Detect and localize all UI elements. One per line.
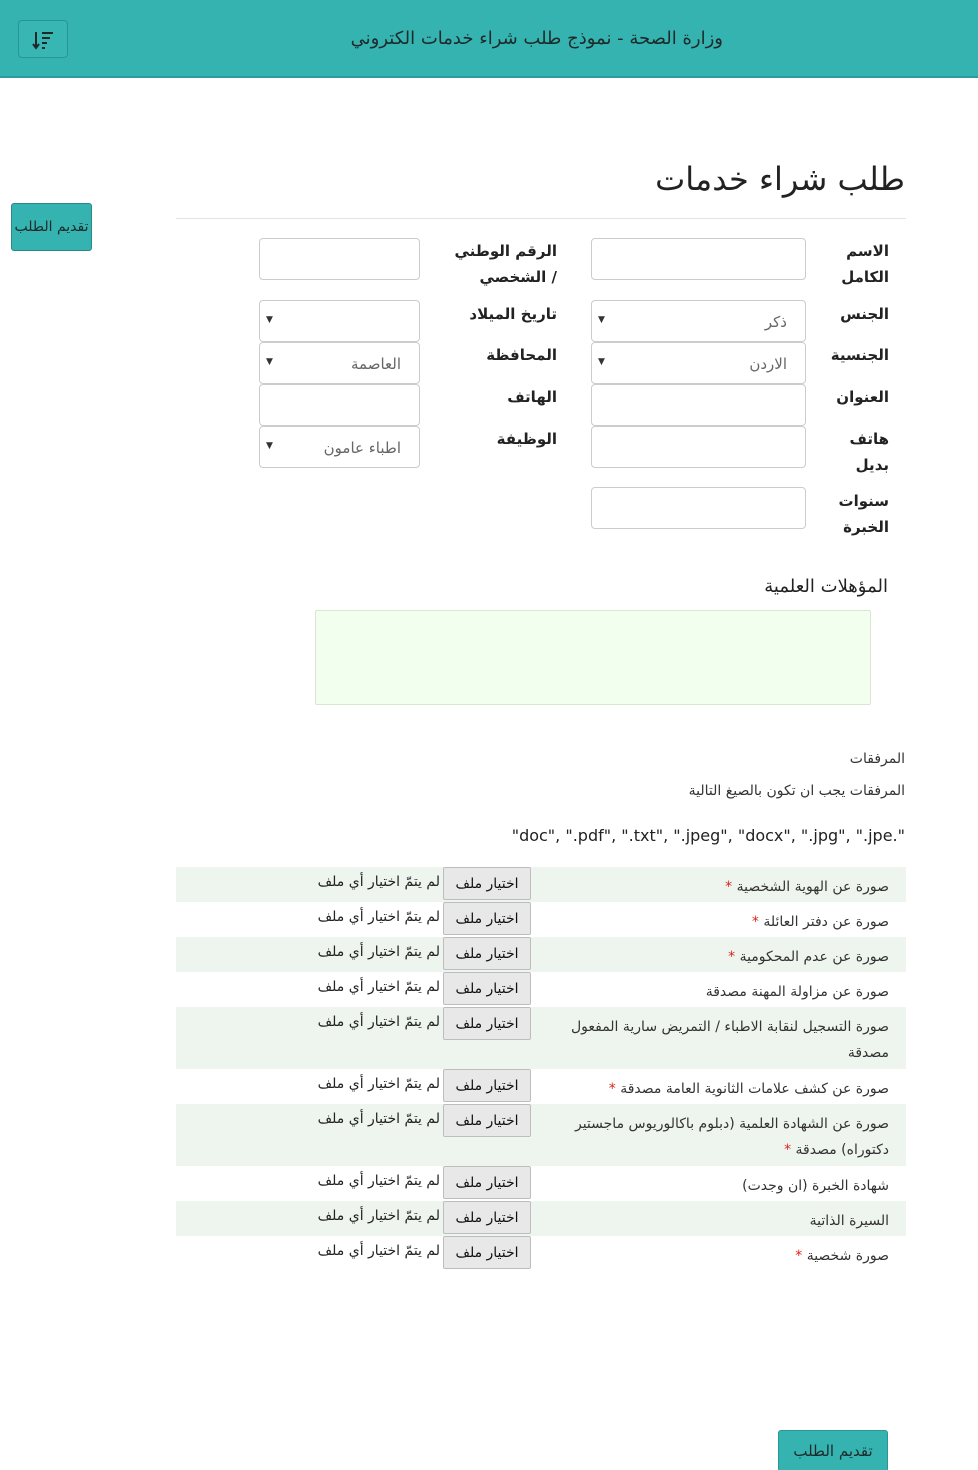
- no-file-status: لم يتمّ اختيار أي ملف: [317, 979, 440, 995]
- gender-value: ذكر: [764, 313, 787, 331]
- top-navbar: [0, 0, 978, 78]
- attachment-row: [176, 1069, 906, 1104]
- choose-file-button[interactable]: اختيار ملف: [443, 937, 531, 970]
- attachment-row: [176, 1236, 906, 1271]
- choose-file-button[interactable]: اختيار ملف: [443, 1166, 531, 1199]
- side-submit-button[interactable]: تقديم الطلب: [11, 203, 92, 251]
- dropdown-arrow-icon: ▼: [598, 357, 605, 367]
- choose-file-button[interactable]: اختيار ملف: [443, 1104, 531, 1137]
- alt-phone-input[interactable]: [591, 426, 806, 468]
- qualifications-label: المؤهلات العلمية: [764, 576, 888, 597]
- sort-menu-icon: [32, 30, 56, 50]
- title-divider: [176, 218, 906, 219]
- phone-input[interactable]: [259, 384, 420, 426]
- national-id-input[interactable]: [259, 238, 420, 280]
- attachment-row: [176, 972, 906, 1007]
- attachment-label: صورة عن عدم المحكومية *: [728, 949, 889, 965]
- submit-button[interactable]: تقديم الطلب: [778, 1430, 888, 1470]
- qualifications-textarea[interactable]: [315, 610, 871, 705]
- attachments-formats: "doc", ".pdf", ".txt", ".jpeg", "docx", ".jpg", ".jpe.": [511, 826, 905, 845]
- national-id-label: الرقم الوطني / الشخصي: [454, 242, 557, 286]
- app-title: وزارة الصحة - نموذج طلب شراء خدمات الكتروني: [350, 28, 723, 49]
- experience-label: سنوات الخبرة: [838, 492, 889, 536]
- attachment-label: صورة عن الشهادة العلمية (دبلوم باكالوريوس ماجستير دكتوراه) مصدقة *: [574, 1116, 889, 1158]
- menu-toggle-button[interactable]: [18, 20, 68, 58]
- choose-file-button[interactable]: اختيار ملف: [443, 1069, 531, 1102]
- dropdown-arrow-icon: ▼: [266, 441, 273, 451]
- attachments-note: المرفقات يجب ان تكون بالصيغ التالية: [688, 783, 905, 799]
- page-title: طلب شراء خدمات: [655, 160, 905, 198]
- attachment-label: صورة التسجيل لنقابة الاطباء / التمريض سارية المفعول مصدقة: [570, 1019, 889, 1061]
- attachment-row: [176, 937, 906, 972]
- choose-file-button[interactable]: اختيار ملف: [443, 1201, 531, 1234]
- choose-file-button[interactable]: اختيار ملف: [443, 902, 531, 935]
- birth-date-label: تاريخ الميلاد: [469, 305, 557, 323]
- alt-phone-label: هاتف بديل: [849, 430, 889, 474]
- nationality-value: الاردن: [749, 355, 787, 373]
- no-file-status: لم يتمّ اختيار أي ملف: [317, 944, 440, 960]
- choose-file-button[interactable]: اختيار ملف: [443, 1236, 531, 1269]
- attachment-label: السيرة الذاتية: [809, 1213, 889, 1229]
- address-input[interactable]: [591, 384, 806, 426]
- birth-date-select[interactable]: [259, 300, 420, 342]
- attachment-label: شهادة الخبرة (ان وجدت): [742, 1178, 889, 1194]
- no-file-status: لم يتمّ اختيار أي ملف: [317, 874, 440, 890]
- no-file-status: لم يتمّ اختيار أي ملف: [317, 1111, 440, 1127]
- no-file-status: لم يتمّ اختيار أي ملف: [317, 1076, 440, 1092]
- attachment-label: صورة عن مزاولة المهنة مصدقة: [705, 984, 889, 1000]
- governorate-select[interactable]: [259, 342, 420, 384]
- attachment-row: [176, 867, 906, 902]
- choose-file-button[interactable]: اختيار ملف: [443, 972, 531, 1005]
- choose-file-button[interactable]: اختيار ملف: [443, 867, 531, 900]
- attachments-title: المرفقات: [849, 751, 905, 767]
- governorate-value: العاصمة: [351, 355, 401, 373]
- address-label: العنوان: [836, 388, 889, 406]
- nationality-select[interactable]: [591, 342, 806, 384]
- no-file-status: لم يتمّ اختيار أي ملف: [317, 1014, 440, 1030]
- nationality-label: الجنسية: [830, 346, 889, 364]
- dropdown-arrow-icon: ▼: [598, 315, 605, 325]
- full-name-input[interactable]: [591, 238, 806, 280]
- attachment-row: [176, 1104, 906, 1166]
- governorate-label: المحافظة: [486, 346, 557, 364]
- phone-label: الهاتف: [507, 388, 557, 406]
- no-file-status: لم يتمّ اختيار أي ملف: [317, 909, 440, 925]
- experience-input[interactable]: [591, 487, 806, 529]
- attachment-row: [176, 902, 906, 937]
- gender-select[interactable]: [591, 300, 806, 342]
- attachment-label: صورة عن الهوية الشخصية *: [725, 879, 889, 895]
- choose-file-button[interactable]: اختيار ملف: [443, 1007, 531, 1040]
- gender-label: الجنس: [840, 305, 889, 323]
- dropdown-arrow-icon: ▼: [266, 357, 273, 367]
- attachment-label: صورة عن دفتر العائلة *: [751, 914, 889, 930]
- attachment-row: [176, 1007, 906, 1069]
- no-file-status: لم يتمّ اختيار أي ملف: [317, 1173, 440, 1189]
- full-name-label: الاسم الكامل: [841, 242, 889, 286]
- job-label: الوظيفة: [496, 430, 557, 448]
- attachment-label: صورة شخصية *: [795, 1248, 889, 1264]
- attachment-label: صورة عن كشف علامات الثانوية العامة مصدقة *: [608, 1081, 889, 1097]
- job-value: اطباء عامون: [323, 439, 401, 457]
- no-file-status: لم يتمّ اختيار أي ملف: [317, 1208, 440, 1224]
- job-select[interactable]: [259, 426, 420, 468]
- attachment-row: [176, 1166, 906, 1201]
- attachment-row: [176, 1201, 906, 1236]
- dropdown-arrow-icon: ▼: [266, 315, 273, 325]
- no-file-status: لم يتمّ اختيار أي ملف: [317, 1243, 440, 1259]
